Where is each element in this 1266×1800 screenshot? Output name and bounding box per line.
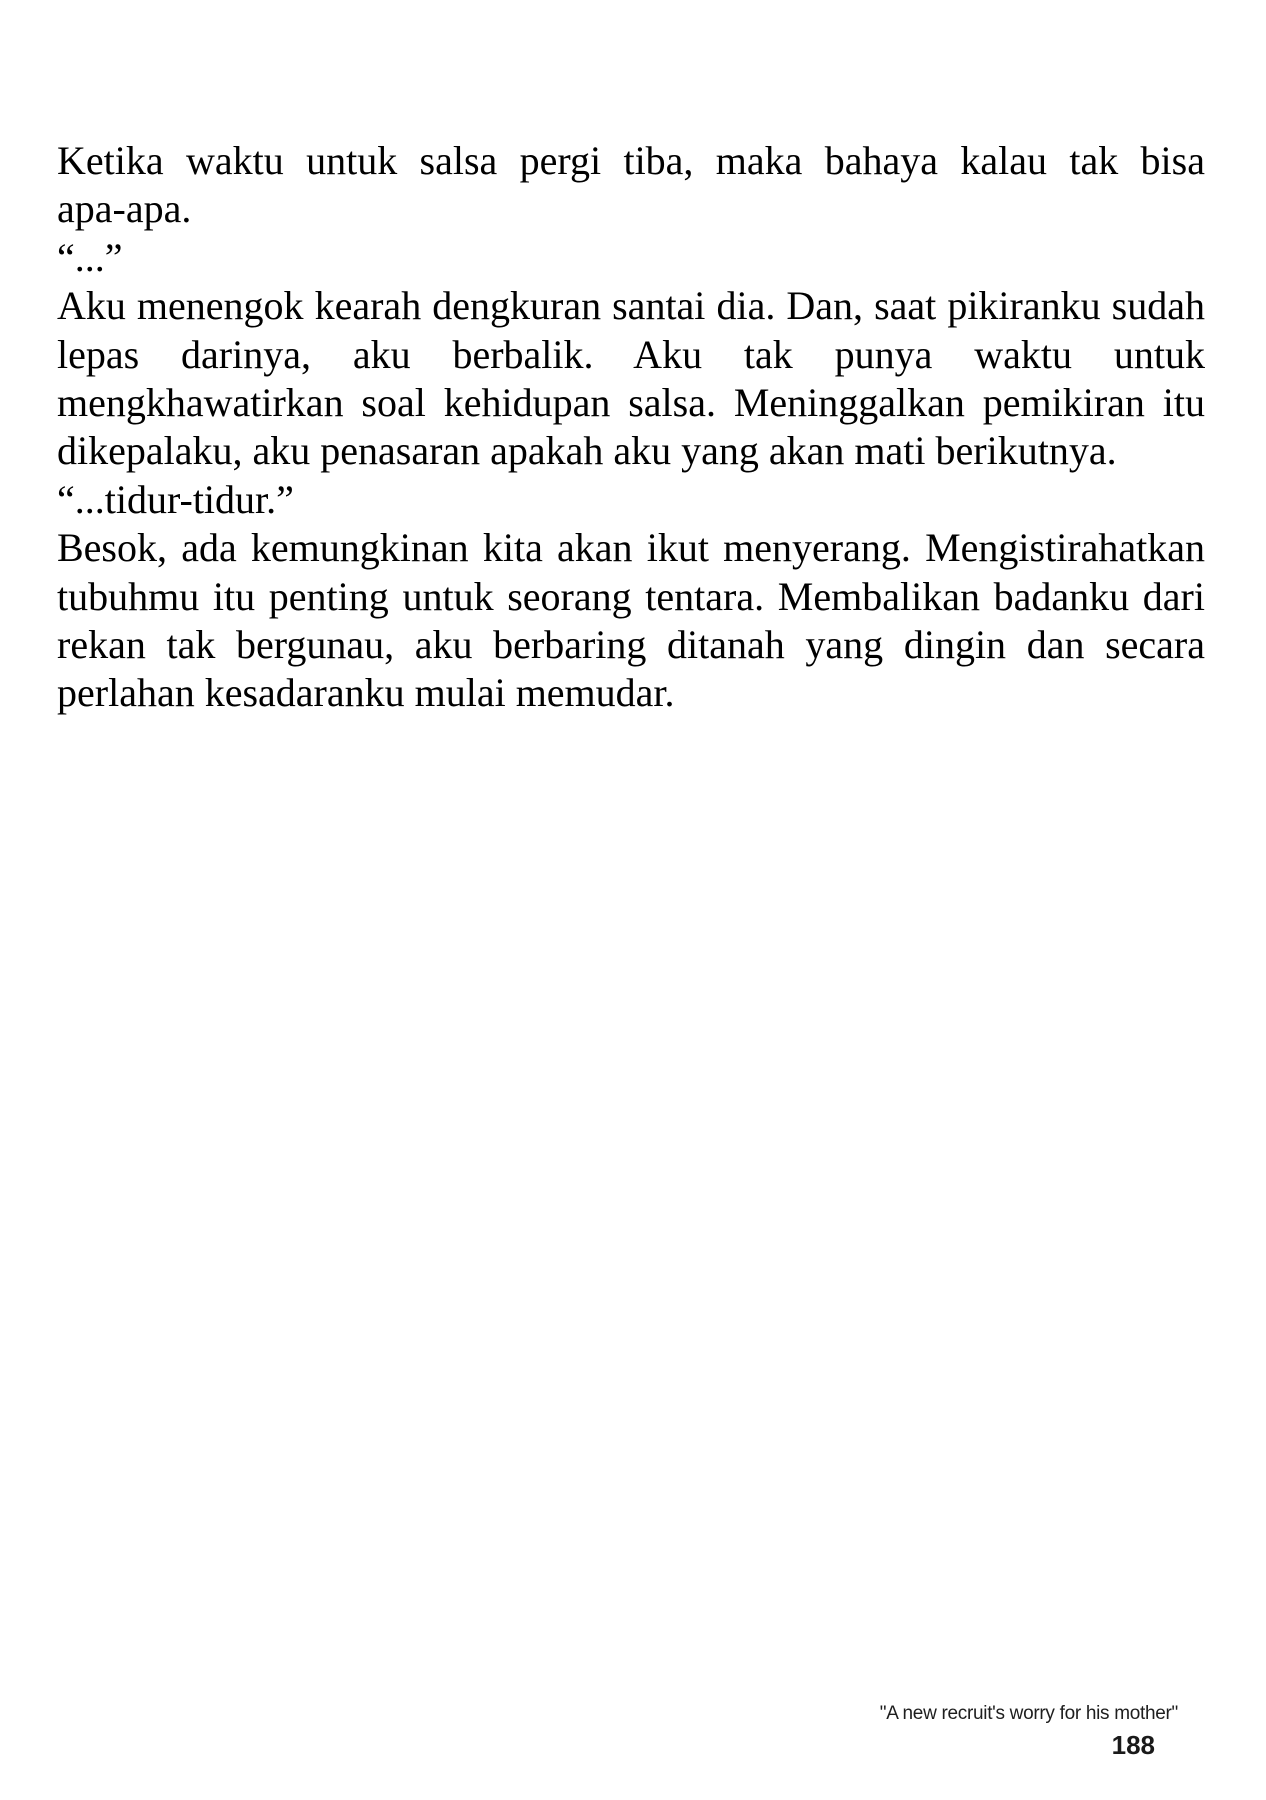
text-line: mengkhawatirkan soal kehidupan salsa. Meninggalkan pemikiran itu bbox=[57, 380, 1205, 426]
text-line: lepas darinya, aku berbalik. Aku tak punya waktu untuk bbox=[57, 331, 1205, 377]
text-line: perlahan kesadaranku mulai memudar. bbox=[57, 670, 675, 716]
paragraph bbox=[57, 234, 1205, 282]
text-line: Besok, ada kemungkinan kita akan ikut menyerang. Mengistirahatkan bbox=[57, 525, 1205, 571]
body-text bbox=[57, 137, 1205, 718]
paragraph bbox=[57, 282, 1205, 476]
paragraph bbox=[57, 476, 1205, 524]
paragraph bbox=[57, 524, 1205, 718]
footer-quote: "A new recruit's worry for his mother" bbox=[879, 1703, 1178, 1724]
text-line: “...tidur-tidur.” bbox=[57, 476, 294, 522]
page-number: 188 bbox=[1111, 1730, 1155, 1760]
text-line: tubuhmu itu penting untuk seorang tentara. Membalikan badanku dari bbox=[57, 573, 1205, 619]
text-line: dikepalaku, aku penasaran apakah aku yang akan mati berikutnya. bbox=[57, 428, 1117, 474]
text-line: rekan tak bergunau, aku berbaring ditanah yang dingin dan secara bbox=[57, 622, 1205, 668]
text-line: Ketika waktu untuk salsa pergi tiba, maka bahaya kalau tak bisa bbox=[57, 138, 1205, 183]
text-line: “...” bbox=[57, 234, 123, 280]
text-line: apa-apa. bbox=[57, 186, 192, 232]
paragraph bbox=[57, 137, 1205, 234]
text-line: Aku menengok kearah dengkuran santai dia. Dan, saat pikiranku sudah bbox=[57, 283, 1205, 329]
